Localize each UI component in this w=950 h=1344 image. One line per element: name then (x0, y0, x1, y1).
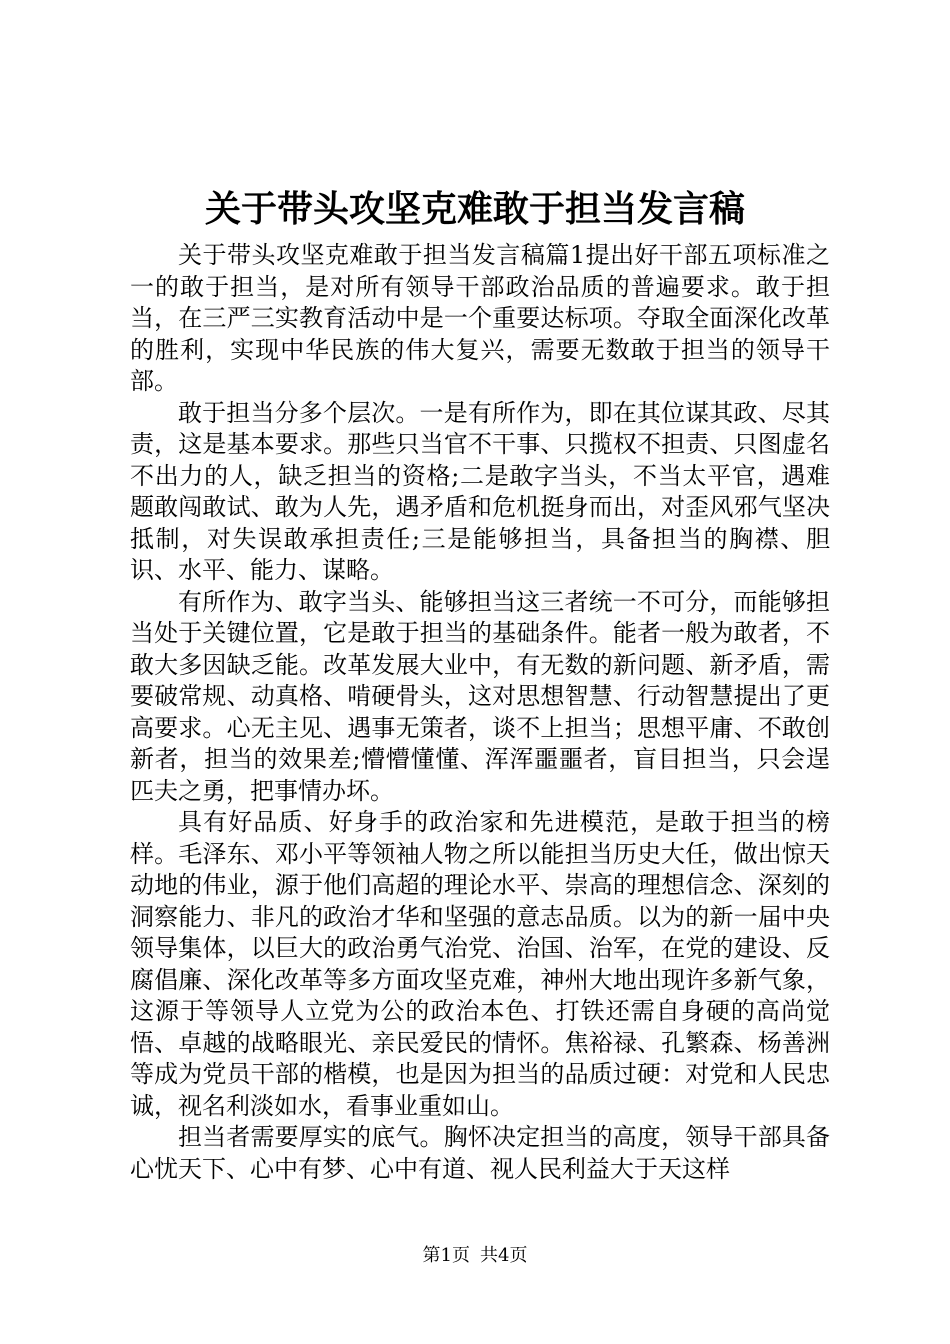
paragraph-5: 担当者需要厚实的底气。胸怀决定担当的高度，领导干部具备心忧天下、心中有梦、心中有道、视人民利益大于天这样 (130, 1123, 830, 1183)
page-number-total: 共4页 (480, 1245, 528, 1266)
paragraph-3: 有所作为、敢字当头、能够担当这三者统一不可分，而能够担当处于关键位置，它是敢于担当的基础条件。能者一般为敢者，不敢大多因缺乏能。改革发展大业中，有无数的新问题、新矛盾，需要破常规、动真格、啃硬骨头，这对思想智慧、行动智慧提出了更高要求。心无主见、遇事无策者，谈不上担当；思想平庸、不敢创新者，担当的效果差;懵懵懂懂、浑浑噩噩者，盲目担当，只会逞匹夫之勇，把事情办坏。 (130, 587, 830, 805)
paragraph-4: 具有好品质、好身手的政治家和先进模范，是敢于担当的榜样。毛泽东、邓小平等领袖人物之所以能担当历史大任，做出惊天动地的伟业，源于他们高超的理论水平、崇高的理想信念、深刻的洞察能力、非凡的政治才华和坚强的意志品质。以为的新一届中央领导集体，以巨大的政治勇气治党、治国、治军，在党的建设、反腐倡廉、深化改革等多方面攻坚克难，神州大地出现许多新气象，这源于等领导人立党为公的政治本色、打铁还需自身硬的高尚觉悟、卓越的战略眼光、亲民爱民的情怀。焦裕禄、孔繁森、杨善洲等成为党员干部的楷模，也是因为担当的品质过硬：对党和人民忠诚，视名利淡如水，看事业重如山。 (130, 808, 830, 1120)
document-title: 关于带头攻坚克难敢于担当发言稿 (204, 188, 745, 230)
page-footer (0, 1244, 950, 1268)
paragraph-1: 关于带头攻坚克难敢于担当发言稿篇1提出好干部五项标准之一的敢于担当，是对所有领导干部政治品质的普遍要求。敢于担当，在三严三实教育活动中是一个重要达标项。夺取全面深化改革的胜利，实现中华民族的伟大复兴，需要无数敢于担当的领导干部。 (130, 241, 830, 395)
paragraph-2: 敢于担当分多个层次。一是有所作为，即在其位谋其政、尽其责，这是基本要求。那些只当官不干事、只揽权不担责、只图虚名不出力的人，缺乏担当的资格;二是敢字当头，不当太平官，遇难题敢闯敢试、敢为人先，遇矛盾和危机挺身而出，对歪风邪气坚决抵制，对失误敢承担责任;三是能够担当，具备担当的胸襟、胆识、水平、能力、谋略。 (130, 398, 830, 584)
page-number-current: 第1页 (422, 1245, 470, 1266)
document-body (130, 240, 830, 1185)
